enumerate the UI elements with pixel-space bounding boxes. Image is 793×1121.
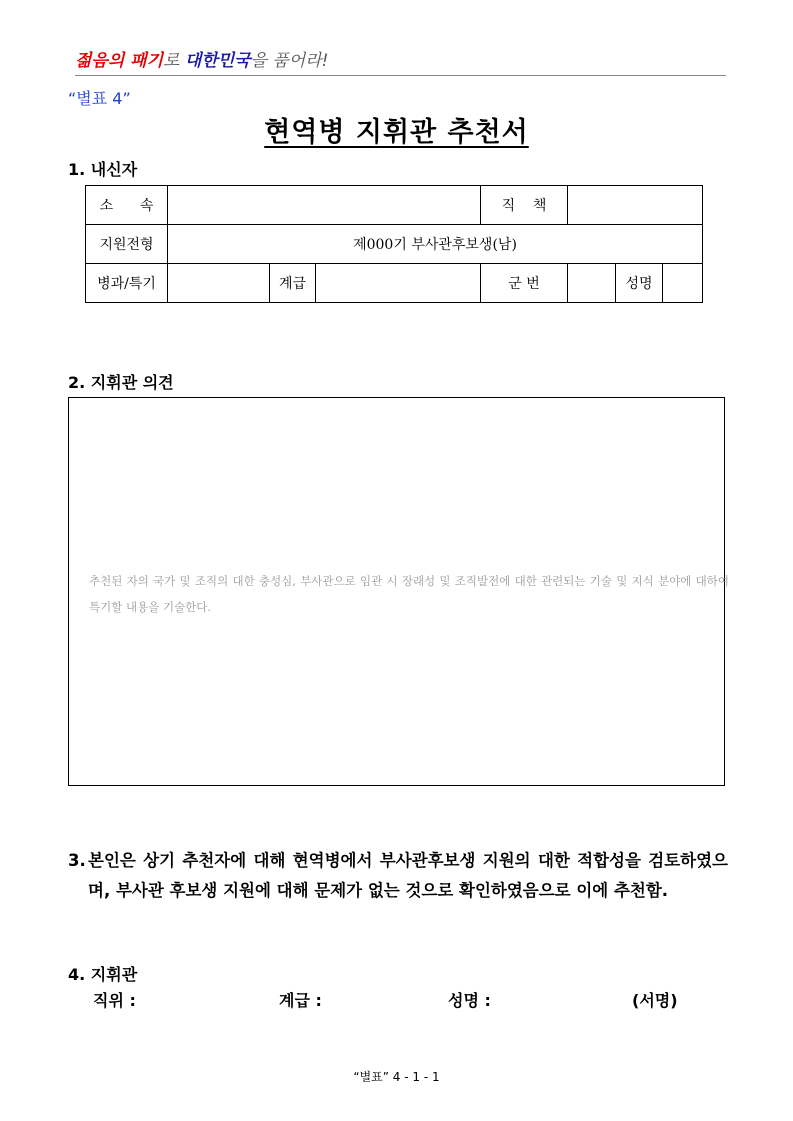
signature-label: (서명) (632, 991, 678, 1010)
commander-opinion-box[interactable] (68, 397, 729, 786)
document-title (0, 110, 793, 149)
document-title-text: 현역병 지휘관 추천서 (264, 117, 529, 148)
table-row (86, 225, 703, 264)
rank-label: 계급 (270, 264, 316, 303)
annex-label: “별표 4” (68, 89, 131, 108)
slogan-part-3: 대한민국 (184, 51, 251, 71)
commander-position-label: 직위 : (93, 991, 136, 1010)
table-row (86, 264, 703, 303)
name-field[interactable] (663, 264, 702, 302)
section-2-heading: 2. 지휘관 의견 (68, 373, 174, 392)
slogan-part-2: 로 (163, 51, 185, 71)
position-label: 직 책 (481, 186, 568, 225)
statement-number: 3. (68, 851, 86, 870)
branch-field[interactable] (168, 264, 270, 303)
service-number-field[interactable] (568, 264, 616, 303)
statement-text: 본인은 상기 추천자에 대해 현역병에서 부사관후보생 지원의 대한 적합성을 검토하였으며, 부사관 후보생 지원에 대해 문제가 없는 것으로 확인하였음으로 이에 추천함. (88, 851, 728, 900)
recommendation-statement (68, 846, 728, 906)
opinion-guide-text: 추천된 자의 국가 및 조직의 대한 충성심, 부사관으로 임관 시 장래성 및 조직발전에 대한 관련되는 기술 및 지식 분야에 대하여 특기할 내용을 기술한다. (89, 574, 729, 614)
table-row (86, 186, 703, 225)
applicant-info-table (85, 185, 703, 303)
rank-field[interactable] (316, 264, 481, 303)
application-type-value: 제000기 부사관후보생(남) (168, 225, 703, 264)
affiliation-field[interactable] (168, 186, 481, 225)
commander-name-label: 성명 : (448, 991, 491, 1010)
service-number-label: 군 번 (481, 264, 568, 303)
affiliation-label: 소 속 (86, 186, 168, 225)
slogan-part-4: 을 품어라! (250, 51, 329, 71)
page-footer: “별표” 4 - 1 - 1 (353, 1070, 440, 1084)
slogan-part-1: 젊음의 패기 (75, 51, 164, 71)
page-header-slogan (75, 49, 726, 76)
section-4-heading: 4. 지휘관 (68, 965, 138, 984)
name-label: 성명 (616, 264, 663, 302)
position-field[interactable] (568, 186, 703, 225)
branch-label: 병과/특기 (86, 264, 168, 303)
section-1-heading: 1. 내신자 (68, 160, 138, 179)
application-type-label: 지원전형 (86, 225, 168, 264)
commander-rank-label: 계급 : (279, 991, 322, 1010)
name-cell (616, 264, 703, 303)
